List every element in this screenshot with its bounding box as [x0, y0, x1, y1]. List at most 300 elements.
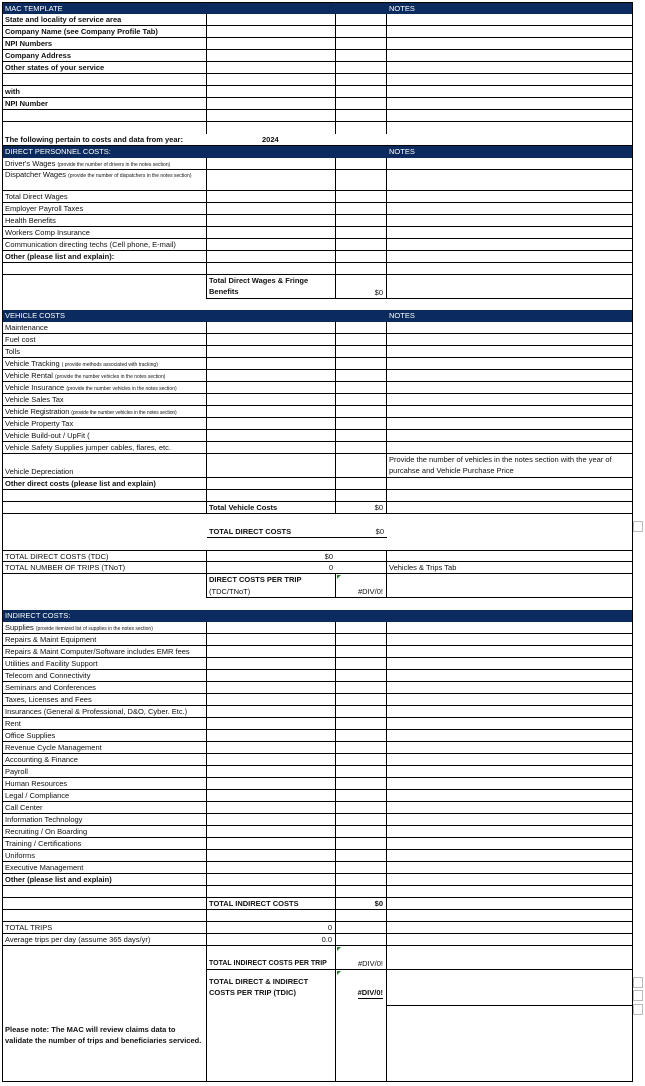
cell-c1[interactable]	[3, 910, 207, 922]
cell-c3[interactable]	[336, 263, 387, 275]
cell-c1[interactable]	[3, 26, 207, 38]
cell-c3[interactable]	[336, 838, 387, 850]
cell-c2[interactable]	[207, 62, 336, 74]
cell-c4[interactable]	[387, 251, 632, 263]
cell-c2[interactable]	[207, 526, 336, 538]
cell-c2[interactable]	[207, 322, 336, 334]
cell-c3[interactable]	[336, 346, 387, 358]
cell-c3[interactable]	[336, 74, 387, 86]
cell-c4[interactable]	[387, 802, 632, 814]
cell-c2[interactable]	[207, 74, 336, 86]
cell-c3[interactable]	[336, 562, 387, 574]
cell-c1[interactable]	[3, 134, 207, 146]
cell-c2[interactable]	[207, 490, 336, 502]
cell-c3[interactable]	[336, 191, 387, 203]
cell-c3[interactable]	[336, 275, 387, 299]
cell-c3[interactable]	[336, 490, 387, 502]
cell-c3[interactable]	[336, 454, 387, 478]
cell-c4[interactable]	[387, 706, 632, 718]
cell-c1[interactable]	[3, 14, 207, 26]
cell-c4[interactable]	[387, 170, 632, 191]
cell-c1[interactable]	[3, 694, 207, 706]
cell-c1[interactable]	[3, 334, 207, 346]
cell-c4[interactable]	[387, 263, 632, 275]
cell-c3[interactable]	[336, 694, 387, 706]
cell-c1[interactable]	[3, 86, 207, 98]
cell-c3[interactable]	[336, 970, 387, 1006]
cell-c4[interactable]	[387, 622, 632, 634]
cell-c2[interactable]	[207, 98, 336, 110]
cell-c3[interactable]	[336, 886, 387, 898]
cell-c2[interactable]	[207, 334, 336, 346]
cell-c1[interactable]	[3, 122, 207, 134]
cell-c1[interactable]	[3, 98, 207, 110]
cell-c3[interactable]	[336, 442, 387, 454]
cell-c3[interactable]	[336, 430, 387, 442]
cell-c1[interactable]	[3, 922, 207, 934]
cell-c4[interactable]	[387, 370, 632, 382]
cell-c4[interactable]	[387, 203, 632, 215]
cell-c2[interactable]	[207, 694, 336, 706]
cell-c3[interactable]	[336, 358, 387, 370]
cell-c4[interactable]	[387, 2, 632, 14]
cell-c1[interactable]	[3, 730, 207, 742]
cell-c3[interactable]	[336, 646, 387, 658]
cell-c2[interactable]	[207, 778, 336, 790]
cell-c2[interactable]	[207, 86, 336, 98]
cell-c1[interactable]	[3, 562, 207, 574]
cell-c4[interactable]	[387, 334, 632, 346]
cell-c1[interactable]	[3, 263, 207, 275]
cell-c2[interactable]	[207, 134, 336, 146]
cell-c3[interactable]	[336, 110, 387, 122]
cell-c4[interactable]	[387, 910, 632, 922]
cell-c3[interactable]	[336, 239, 387, 251]
cell-c4[interactable]	[387, 874, 632, 886]
cell-c1[interactable]	[3, 790, 207, 802]
cell-c3[interactable]	[336, 122, 387, 134]
cell-c4[interactable]	[387, 406, 632, 418]
cell-c2[interactable]	[207, 718, 336, 730]
cell-c4[interactable]	[387, 490, 632, 502]
cell-c2[interactable]	[207, 550, 336, 562]
cell-c2[interactable]	[207, 442, 336, 454]
cell-c1[interactable]	[3, 146, 207, 158]
cell-c2[interactable]	[207, 478, 336, 490]
cell-c2[interactable]	[207, 742, 336, 754]
cell-c4[interactable]	[387, 922, 632, 934]
cell-c4[interactable]	[387, 322, 632, 334]
cell-c3[interactable]	[336, 946, 387, 970]
cell-c1[interactable]	[3, 227, 207, 239]
cell-c3[interactable]	[336, 215, 387, 227]
cell-c1[interactable]	[3, 158, 207, 170]
cell-c1[interactable]	[3, 670, 207, 682]
cell-c3[interactable]	[336, 98, 387, 110]
cell-c2[interactable]	[207, 802, 336, 814]
cell-c1[interactable]	[3, 766, 207, 778]
cell-c2[interactable]	[207, 251, 336, 263]
cell-c2[interactable]	[207, 814, 336, 826]
cell-c3[interactable]	[336, 742, 387, 754]
cell-c3[interactable]	[336, 158, 387, 170]
cell-c2[interactable]	[207, 838, 336, 850]
cell-c1[interactable]	[3, 850, 207, 862]
cell-c2[interactable]	[207, 922, 336, 934]
cell-c1[interactable]	[3, 382, 207, 394]
cell-c2[interactable]	[207, 898, 336, 910]
cell-c4[interactable]	[387, 790, 632, 802]
cell-c3[interactable]	[336, 874, 387, 886]
cell-c1[interactable]	[3, 110, 207, 122]
cell-c4[interactable]	[387, 382, 632, 394]
cell-c3[interactable]	[336, 322, 387, 334]
cell-c4[interactable]	[387, 718, 632, 730]
cell-c4[interactable]	[387, 122, 632, 134]
cell-c3[interactable]	[336, 778, 387, 790]
cell-c1[interactable]	[3, 62, 207, 74]
cell-c2[interactable]	[207, 946, 336, 970]
cell-c1[interactable]	[3, 682, 207, 694]
cell-c4[interactable]	[387, 778, 632, 790]
cell-c1[interactable]	[3, 490, 207, 502]
cell-c4[interactable]	[387, 454, 632, 478]
cell-c2[interactable]	[207, 122, 336, 134]
cell-c3[interactable]	[336, 2, 387, 14]
cell-c2[interactable]	[207, 970, 336, 1006]
cell-c3[interactable]	[336, 334, 387, 346]
cell-c1[interactable]	[3, 418, 207, 430]
cell-c3[interactable]	[336, 50, 387, 62]
cell-c2[interactable]	[207, 790, 336, 802]
cell-c1[interactable]	[3, 454, 207, 478]
cell-c2[interactable]	[207, 682, 336, 694]
cell-c4[interactable]	[387, 574, 632, 598]
cell-c1[interactable]	[3, 778, 207, 790]
cell-c2[interactable]	[207, 110, 336, 122]
cell-c1[interactable]	[3, 706, 207, 718]
cell-c2[interactable]	[207, 158, 336, 170]
cell-c4[interactable]	[387, 86, 632, 98]
cell-c2[interactable]	[207, 910, 336, 922]
cell-c2[interactable]	[207, 50, 336, 62]
cell-c2[interactable]	[207, 239, 336, 251]
cell-c3[interactable]	[336, 418, 387, 430]
cell-c4[interactable]	[387, 502, 632, 514]
cell-c2[interactable]	[207, 394, 336, 406]
cell-c1[interactable]	[3, 394, 207, 406]
cell-c4[interactable]	[387, 898, 632, 910]
cell-c4[interactable]	[387, 850, 632, 862]
cell-c2[interactable]	[207, 862, 336, 874]
cell-c2[interactable]	[207, 562, 336, 574]
cell-c3[interactable]	[336, 550, 387, 562]
cell-c1[interactable]	[3, 658, 207, 670]
cell-c4[interactable]	[387, 562, 632, 574]
cell-c1[interactable]	[3, 646, 207, 658]
cell-c4[interactable]	[387, 14, 632, 26]
cell-c1[interactable]	[3, 802, 207, 814]
cell-c3[interactable]	[336, 26, 387, 38]
cell-c3[interactable]	[336, 766, 387, 778]
cell-c3[interactable]	[336, 251, 387, 263]
cell-c4[interactable]	[387, 694, 632, 706]
cell-c4[interactable]	[387, 146, 632, 158]
cell-c2[interactable]	[207, 610, 336, 622]
cell-c1[interactable]	[3, 934, 207, 946]
cell-c2[interactable]	[207, 766, 336, 778]
cell-c2[interactable]	[207, 14, 336, 26]
cell-c2[interactable]	[207, 370, 336, 382]
cell-c2[interactable]	[207, 310, 336, 322]
cell-c4[interactable]	[387, 610, 632, 622]
cell-c2[interactable]	[207, 418, 336, 430]
cell-c4[interactable]	[387, 682, 632, 694]
cell-c2[interactable]	[207, 203, 336, 215]
cell-c1[interactable]	[3, 251, 207, 263]
cell-c1[interactable]	[3, 970, 207, 1006]
cell-c3[interactable]	[336, 934, 387, 946]
cell-c1[interactable]	[3, 946, 207, 970]
cell-c2[interactable]	[207, 275, 336, 299]
cell-c4[interactable]	[387, 970, 632, 1006]
cell-c2[interactable]	[207, 646, 336, 658]
cell-c4[interactable]	[387, 134, 632, 146]
cell-c3[interactable]	[336, 898, 387, 910]
cell-c1[interactable]	[3, 874, 207, 886]
cell-c1[interactable]	[3, 838, 207, 850]
cell-c1[interactable]	[3, 442, 207, 454]
cell-c4[interactable]	[387, 394, 632, 406]
cell-c3[interactable]	[336, 754, 387, 766]
cell-c4[interactable]	[387, 862, 632, 874]
cell-c4[interactable]	[387, 110, 632, 122]
cell-c4[interactable]	[387, 658, 632, 670]
cell-c1[interactable]	[3, 898, 207, 910]
cell-c4[interactable]	[387, 358, 632, 370]
cell-c2[interactable]	[207, 754, 336, 766]
cell-c2[interactable]	[207, 730, 336, 742]
cell-c4[interactable]	[387, 430, 632, 442]
cell-c1[interactable]	[3, 239, 207, 251]
cell-c2[interactable]	[207, 263, 336, 275]
cell-c4[interactable]	[387, 814, 632, 826]
cell-c4[interactable]	[387, 526, 632, 538]
cell-c2[interactable]	[207, 706, 336, 718]
cell-c2[interactable]	[207, 850, 336, 862]
cell-c3[interactable]	[336, 922, 387, 934]
cell-c3[interactable]	[336, 574, 387, 598]
cell-c2[interactable]	[207, 382, 336, 394]
cell-c2[interactable]	[207, 574, 336, 598]
cell-c3[interactable]	[336, 310, 387, 322]
cell-c2[interactable]	[207, 358, 336, 370]
cell-c3[interactable]	[336, 814, 387, 826]
cell-c3[interactable]	[336, 146, 387, 158]
cell-c3[interactable]	[336, 227, 387, 239]
cell-c4[interactable]	[387, 346, 632, 358]
cell-c1[interactable]	[3, 718, 207, 730]
cell-c2[interactable]	[207, 502, 336, 514]
cell-c1[interactable]	[3, 622, 207, 634]
cell-c4[interactable]	[387, 670, 632, 682]
cell-c4[interactable]	[387, 215, 632, 227]
cell-c4[interactable]	[387, 742, 632, 754]
cell-c3[interactable]	[336, 730, 387, 742]
cell-c1[interactable]	[3, 2, 207, 14]
cell-c3[interactable]	[336, 394, 387, 406]
cell-c3[interactable]	[336, 634, 387, 646]
cell-c3[interactable]	[336, 706, 387, 718]
cell-c1[interactable]	[3, 406, 207, 418]
cell-c1[interactable]	[3, 74, 207, 86]
cell-c4[interactable]	[387, 946, 632, 970]
cell-c3[interactable]	[336, 38, 387, 50]
cell-c4[interactable]	[387, 227, 632, 239]
cell-c1[interactable]	[3, 275, 207, 299]
cell-c4[interactable]	[387, 838, 632, 850]
cell-c2[interactable]	[207, 2, 336, 14]
cell-c2[interactable]	[207, 38, 336, 50]
cell-c2[interactable]	[207, 874, 336, 886]
cell-c4[interactable]	[387, 1018, 632, 1082]
cell-c4[interactable]	[387, 634, 632, 646]
cell-c1[interactable]	[3, 502, 207, 514]
cell-c2[interactable]	[207, 227, 336, 239]
cell-c4[interactable]	[387, 38, 632, 50]
cell-c4[interactable]	[387, 275, 632, 299]
cell-c1[interactable]	[3, 742, 207, 754]
cell-c4[interactable]	[387, 418, 632, 430]
cell-c2[interactable]	[207, 658, 336, 670]
cell-c1[interactable]	[3, 610, 207, 622]
cell-c2[interactable]	[207, 454, 336, 478]
cell-c2[interactable]	[207, 622, 336, 634]
cell-c4[interactable]	[387, 239, 632, 251]
cell-c4[interactable]	[387, 754, 632, 766]
cell-c2[interactable]	[207, 886, 336, 898]
cell-c4[interactable]	[387, 550, 632, 562]
cell-c2[interactable]	[207, 26, 336, 38]
cell-c2[interactable]	[207, 406, 336, 418]
cell-c4[interactable]	[387, 1006, 632, 1018]
cell-c1[interactable]	[3, 478, 207, 490]
cell-c4[interactable]	[387, 730, 632, 742]
cell-c3[interactable]	[336, 478, 387, 490]
cell-c4[interactable]	[387, 191, 632, 203]
cell-c3[interactable]	[336, 406, 387, 418]
cell-c2[interactable]	[207, 215, 336, 227]
cell-c1[interactable]	[3, 310, 207, 322]
cell-c1[interactable]	[3, 826, 207, 838]
cell-c3[interactable]	[336, 658, 387, 670]
cell-c4[interactable]	[387, 646, 632, 658]
cell-c3[interactable]	[336, 802, 387, 814]
cell-c4[interactable]	[387, 62, 632, 74]
cell-c3[interactable]	[336, 134, 387, 146]
cell-c2[interactable]	[207, 1018, 336, 1082]
cell-c3[interactable]	[336, 790, 387, 802]
cell-c3[interactable]	[336, 526, 387, 538]
cell-c3[interactable]	[336, 718, 387, 730]
cell-c1[interactable]	[3, 203, 207, 215]
cell-c3[interactable]	[336, 1018, 387, 1082]
cell-c4[interactable]	[387, 478, 632, 490]
cell-c3[interactable]	[336, 610, 387, 622]
cell-c1[interactable]	[3, 50, 207, 62]
cell-c2[interactable]	[207, 934, 336, 946]
cell-c1[interactable]	[3, 574, 207, 598]
cell-c2[interactable]	[207, 634, 336, 646]
cell-c3[interactable]	[336, 14, 387, 26]
cell-c3[interactable]	[336, 502, 387, 514]
cell-c4[interactable]	[387, 934, 632, 946]
cell-c1[interactable]	[3, 634, 207, 646]
cell-c3[interactable]	[336, 203, 387, 215]
cell-c1[interactable]	[3, 370, 207, 382]
cell-c3[interactable]	[336, 170, 387, 191]
cell-c4[interactable]	[387, 74, 632, 86]
cell-c2[interactable]	[207, 826, 336, 838]
cell-c2[interactable]	[207, 670, 336, 682]
cell-c3[interactable]	[336, 370, 387, 382]
cell-c4[interactable]	[387, 50, 632, 62]
cell-c3[interactable]	[336, 62, 387, 74]
cell-c2[interactable]	[207, 1006, 336, 1018]
cell-c4[interactable]	[387, 98, 632, 110]
cell-c1[interactable]	[3, 1018, 207, 1082]
cell-c3[interactable]	[336, 682, 387, 694]
cell-c1[interactable]	[3, 191, 207, 203]
cell-c3[interactable]	[336, 910, 387, 922]
cell-c3[interactable]	[336, 622, 387, 634]
cell-c1[interactable]	[3, 170, 207, 191]
cell-c1[interactable]	[3, 1006, 207, 1018]
cell-c1[interactable]	[3, 886, 207, 898]
cell-c1[interactable]	[3, 215, 207, 227]
cell-c2[interactable]	[207, 346, 336, 358]
cell-c3[interactable]	[336, 850, 387, 862]
cell-c4[interactable]	[387, 158, 632, 170]
cell-c4[interactable]	[387, 310, 632, 322]
cell-c2[interactable]	[207, 146, 336, 158]
cell-c4[interactable]	[387, 26, 632, 38]
cell-c2[interactable]	[207, 430, 336, 442]
cell-c2[interactable]	[207, 191, 336, 203]
cell-c3[interactable]	[336, 382, 387, 394]
cell-c1[interactable]	[3, 526, 207, 538]
cell-c4[interactable]	[387, 886, 632, 898]
cell-c1[interactable]	[3, 862, 207, 874]
cell-c1[interactable]	[3, 38, 207, 50]
cell-c4[interactable]	[387, 766, 632, 778]
cell-c1[interactable]	[3, 430, 207, 442]
cell-c1[interactable]	[3, 322, 207, 334]
cell-c4[interactable]	[387, 442, 632, 454]
cell-c4[interactable]	[387, 826, 632, 838]
cell-c3[interactable]	[336, 826, 387, 838]
cell-c3[interactable]	[336, 670, 387, 682]
cell-c1[interactable]	[3, 550, 207, 562]
cell-c2[interactable]	[207, 170, 336, 191]
cell-c3[interactable]	[336, 86, 387, 98]
cell-c1[interactable]	[3, 814, 207, 826]
cell-c3[interactable]	[336, 862, 387, 874]
cell-c3[interactable]	[336, 1006, 387, 1018]
cell-c1[interactable]	[3, 358, 207, 370]
cell-c1[interactable]	[3, 754, 207, 766]
cell-c1[interactable]	[3, 346, 207, 358]
